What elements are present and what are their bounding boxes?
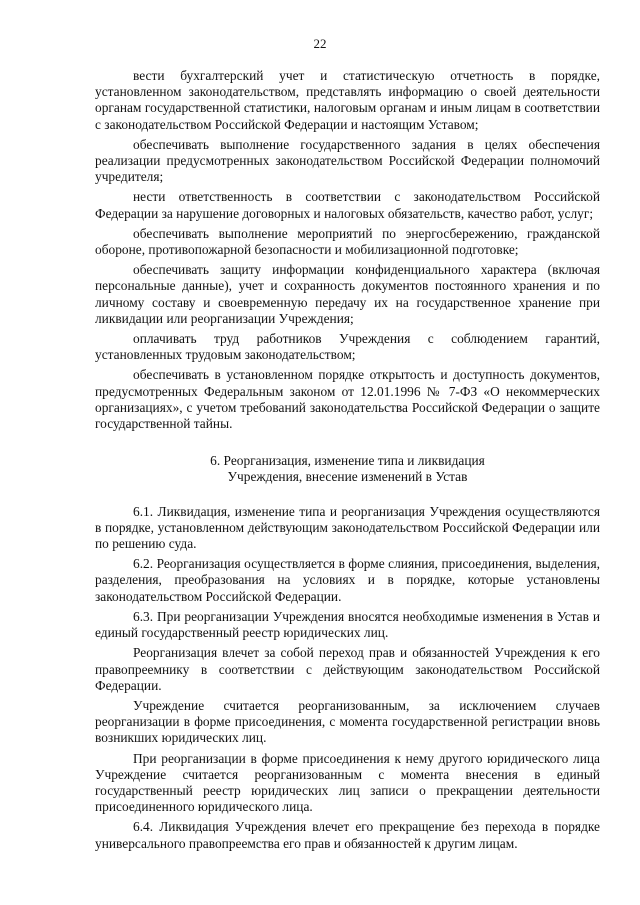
duty-paragraph-information-protection: обеспечивать защиту информации конфиденциального характера (включая персональные данные), учет и сохранность документов постоянного хранения и по личному составу и своевременную передачу их на государственное хранение при ликвидации или реорганизации Учреждения; [95, 262, 600, 326]
duty-paragraph-state-task: обеспечивать выполнение государственного задания в целях обеспечения реализации предусмотренных законодательством Российской Федерации полномочий учредителя; [95, 136, 600, 185]
section-paragraph-reorganized: Учреждение считается реорганизованным, за исключением случаев реорганизации в форме присоединения, с момента государственной регистрации вновь возникших юридических лиц. [95, 697, 600, 746]
section-heading [95, 453, 600, 485]
duty-paragraph-liability: нести ответственность в соответствии с законодательством Российской Федерации за нарушение договорных и налоговых обязательств, качество работ, услуг; [95, 189, 600, 221]
document-body [95, 68, 600, 852]
section-paragraph-merger: При реорганизации в форме присоединения к нему другого юридического лица Учреждение считается реорганизованным с момента внесения в единый государственный реестр юридических лиц записи о прекращении деятельности присоединенного юридического лица. [95, 750, 600, 815]
duty-paragraph-openness: обеспечивать в установленном порядке открытость и доступность документов, предусмотренных Федеральным законом от 12.01.1996 № 7-ФЗ «О некоммерческих организациях», с учетом требований законодательства Российской Федерации о защите государственной тайны. [95, 367, 600, 432]
section-paragraph-6-3: 6.3. При реорганизации Учреждения вносятся необходимые изменения в Устав и единый государственный реестр юридических лиц. [95, 608, 600, 641]
section-paragraph-6-4: 6.4. Ликвидация Учреждения влечет его прекращение без перехода в порядке универсального правопреемства его прав и обязанностей к другим лицам. [95, 819, 600, 851]
section-paragraph-succession: Реорганизация влечет за собой переход прав и обязанностей Учреждения к его правопреемнику в соответствии с действующим законодательством Российской Федерации. [95, 645, 600, 693]
duty-paragraph-accounting: вести бухгалтерский учет и статистическую отчетность в порядке, установленном законодательством, представлять информацию о своей деятельности органам государственной статистики, налоговым органам и иным лицам в соответствии с законодательством Российской Федерации и настоящим Уставом; [95, 68, 600, 132]
section-paragraph-6-1: 6.1. Ликвидация, изменение типа и реорганизация Учреждения осуществляются в порядке, установленном действующим законодательством Российской Федерации или по решению суда. [95, 503, 600, 552]
duty-paragraph-energy-defense: обеспечивать выполнение мероприятий по энергосбережению, гражданской обороне, противопожарной безопасности и мобилизационной подготовке; [95, 225, 600, 258]
section-paragraph-6-2: 6.2. Реорганизация осуществляется в форме слияния, присоединения, выделения, разделения, преобразования на условиях и в порядке, которые установлены законодательством Российской Федерации. [95, 556, 600, 604]
section-heading-line-1: 6. Реорганизация, изменение типа и ликвидация [210, 453, 485, 469]
duty-paragraph-labor-payment: оплачивать труд работников Учреждения с соблюдением гарантий, установленных трудовым законодательством; [95, 331, 600, 363]
page-number: 22 [313, 36, 327, 51]
section-heading-line-2: Учреждения, внесение изменений в Устав [227, 469, 468, 485]
